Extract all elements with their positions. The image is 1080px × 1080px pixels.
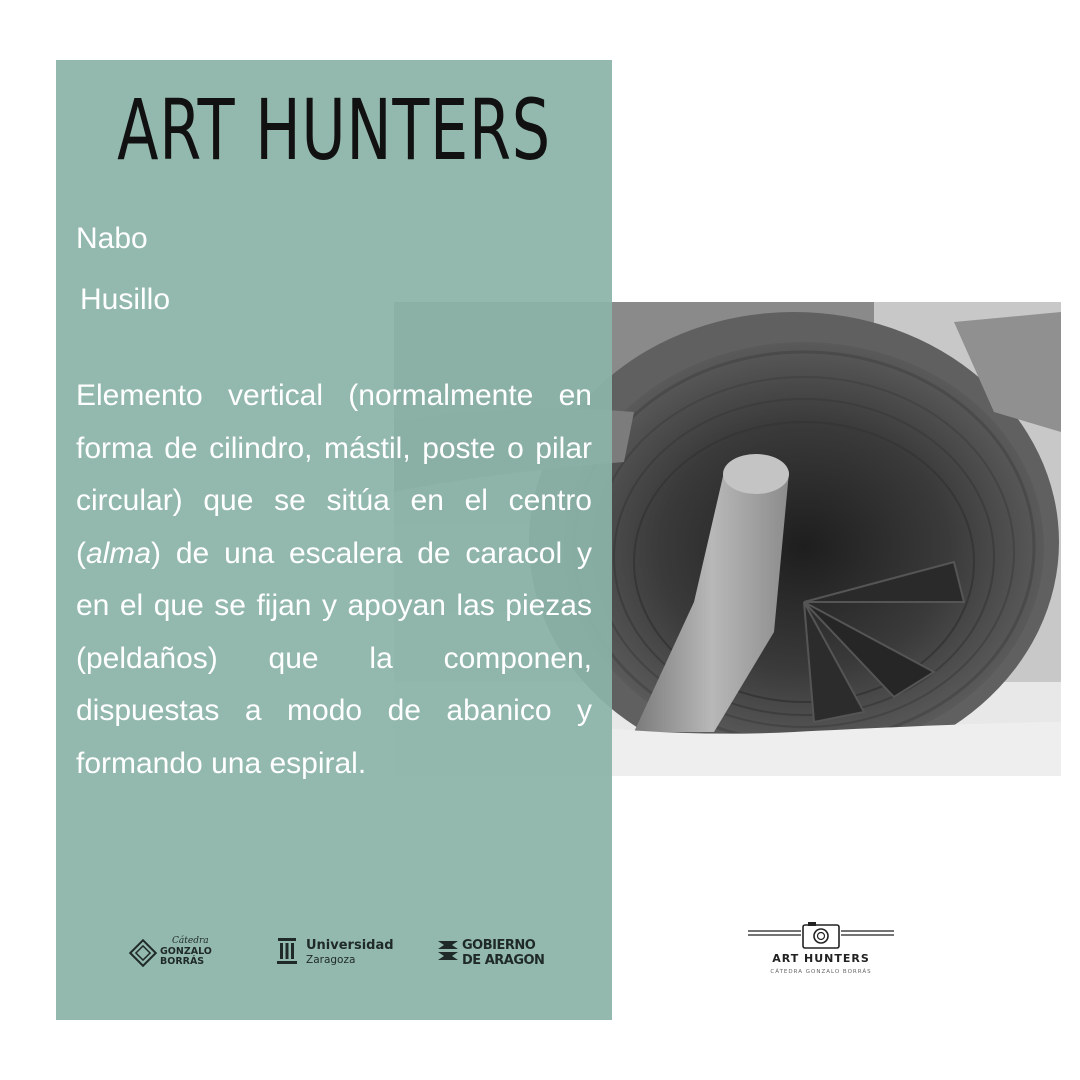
universidad-zaragoza-logo <box>276 932 396 978</box>
gobierno-line1: GOBIERNO <box>462 938 536 953</box>
catedra-name-line2: BORRÁS <box>160 956 205 967</box>
gobierno-line2: DE ARAGON <box>462 953 545 968</box>
art-hunters-brand-logo <box>746 920 896 984</box>
description-text: Elemento vertical (normalmente en forma de cilindro, mástil, poste o pilar circular) que se sitúa en el centro ( <box>76 379 592 570</box>
catedra-gonzalo-borras-logo <box>126 932 236 978</box>
gobierno-name <box>462 938 544 968</box>
catedra-emblem-icon <box>126 936 162 976</box>
gobierno-de-aragon-logo <box>438 932 568 978</box>
term-synonym: Husillo <box>80 283 171 316</box>
brand-name: ART HUNTERS <box>772 952 870 965</box>
term-name: Nabo <box>76 222 148 255</box>
university-city: Zaragoza <box>306 954 356 966</box>
sponsor-logos <box>126 932 586 982</box>
term-description <box>76 370 592 790</box>
camera-icon <box>746 920 896 950</box>
page-title: ART HUNTERS <box>117 81 551 179</box>
university-building-icon <box>276 936 298 968</box>
description-text-end: ) de una escalera de caracol y en el que se fijan y apoyan las piezas (peldaños) que la componen, dispuestas a modo de abanico y formando una espiral. <box>76 536 592 780</box>
description-italic-term: alma <box>86 536 152 570</box>
university-name: Universidad <box>306 938 394 953</box>
catedra-name <box>160 947 230 967</box>
catedra-name-line1: GONZALO <box>160 946 212 957</box>
aragon-stripes-icon <box>438 939 460 969</box>
brand-subtitle: CÁTEDRA GONZALO BORRÁS <box>770 969 872 975</box>
catedra-label: Cátedra <box>172 936 209 946</box>
